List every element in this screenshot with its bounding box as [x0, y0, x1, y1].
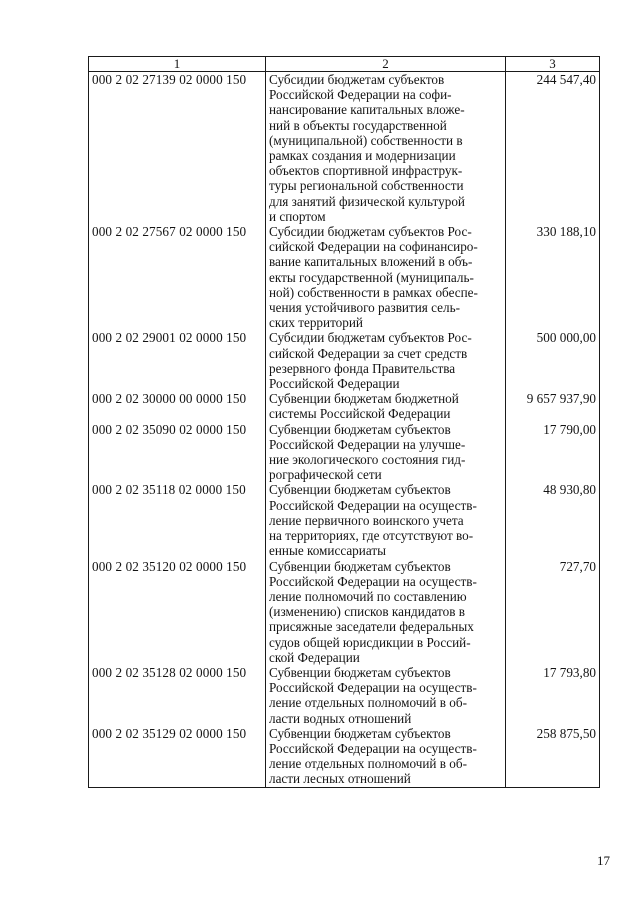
column-header-description: 2	[266, 57, 506, 72]
description-line: Российской Федерации на осуществ-	[269, 497, 477, 513]
column-header-code: 1	[89, 57, 266, 72]
description-line: Российской Федерации на улучше-	[269, 436, 466, 452]
description-line: для занятий физической культурой	[269, 193, 465, 209]
description-line: судов общей юрисдикции в Россий-	[269, 634, 471, 650]
budget-revenue-table	[88, 56, 600, 788]
description-line: и спортом	[269, 208, 326, 224]
table-body	[89, 72, 600, 788]
table-row	[89, 559, 600, 665]
description-line: Российской Федерации на осуществ-	[269, 680, 477, 696]
description-line: системы Российской Федерации	[269, 406, 451, 422]
amount-cell: 9 657 937,90	[506, 391, 600, 421]
description-line: (муниципальной) собственности в	[269, 132, 463, 148]
amount-cell: 244 547,40	[506, 72, 600, 225]
description-line: рографической сети	[269, 467, 382, 483]
description-line: Субвенции бюджетам субъектов	[269, 482, 451, 498]
budget-code-cell: 000 2 02 35128 02 0000 150	[89, 665, 266, 726]
description-line: Российской Федерации на осуществ-	[269, 740, 477, 756]
budget-code-cell: 000 2 02 35120 02 0000 150	[89, 559, 266, 665]
budget-code-cell: 000 2 02 27139 02 0000 150	[89, 72, 266, 225]
description-line: туры региональной собственности	[269, 178, 464, 194]
description-line: рамках создания и модернизации	[269, 148, 456, 164]
table-row	[89, 391, 600, 421]
description-cell	[266, 391, 506, 421]
description-cell	[266, 224, 506, 330]
description-line: Субвенции бюджетам субъектов	[269, 725, 451, 741]
budget-code-cell: 000 2 02 30000 00 0000 150	[89, 391, 266, 421]
amount-cell: 17 793,80	[506, 665, 600, 726]
budget-code-cell: 000 2 02 29001 02 0000 150	[89, 330, 266, 391]
amount-cell: 727,70	[506, 559, 600, 665]
description-line: объектов спортивной инфраструк-	[269, 163, 463, 179]
table-row	[89, 422, 600, 483]
description-line: Российской Федерации на софи-	[269, 87, 452, 103]
description-line: ной) собственности в рамках обеспе-	[269, 284, 478, 300]
description-cell	[266, 665, 506, 726]
page-number: 17	[597, 853, 610, 868]
table-row	[89, 726, 600, 787]
description-line: Субвенции бюджетам субъектов	[269, 664, 451, 680]
description-line: Субсидии бюджетам субъектов	[269, 72, 445, 87]
description-line: вание капитальных вложений в объ-	[269, 254, 473, 270]
budget-code-cell: 000 2 02 27567 02 0000 150	[89, 224, 266, 330]
description-line: (изменению) списков кандидатов в	[269, 604, 465, 620]
description-line: ний в объекты государственной	[269, 117, 447, 133]
description-line: чения устойчивого развития сель-	[269, 300, 461, 316]
budget-code-cell: 000 2 02 35090 02 0000 150	[89, 422, 266, 483]
table-row	[89, 72, 600, 225]
description-line: екты государственной (муниципаль-	[269, 269, 474, 285]
description-line: сийской Федерации за счет средств	[269, 345, 468, 361]
amount-cell: 48 930,80	[506, 482, 600, 558]
description-cell	[266, 559, 506, 665]
column-header-amount: 3	[506, 57, 600, 72]
description-line: ление отдельных полномочий в об-	[269, 695, 467, 711]
description-cell	[266, 726, 506, 787]
description-line: присяжные заседатели федеральных	[269, 619, 474, 635]
table-row	[89, 665, 600, 726]
table-row	[89, 330, 600, 391]
description-line: ление полномочий по составлению	[269, 588, 467, 604]
table-header-row	[89, 57, 600, 72]
description-line: резервного фонда Правительства	[269, 360, 456, 376]
description-line: енные комиссариаты	[269, 543, 386, 559]
budget-code-cell: 000 2 02 35118 02 0000 150	[89, 482, 266, 558]
description-cell	[266, 72, 506, 225]
description-line: на территориях, где отсутствуют во-	[269, 528, 474, 544]
description-line: ской Федерации	[269, 649, 360, 665]
description-line: Субвенции бюджетам бюджетной	[269, 391, 459, 407]
description-cell	[266, 482, 506, 558]
description-line: Субвенции бюджетам субъектов	[269, 421, 451, 437]
description-cell	[266, 330, 506, 391]
description-line: Субвенции бюджетам субъектов	[269, 558, 451, 574]
amount-cell: 258 875,50	[506, 726, 600, 787]
description-line: нансирование капитальных вложе-	[269, 102, 465, 118]
amount-cell: 500 000,00	[506, 330, 600, 391]
description-line: ских территорий	[269, 315, 363, 331]
description-cell	[266, 422, 506, 483]
description-line: Субсидии бюджетам субъектов Рос-	[269, 224, 472, 240]
description-line: Российской Федерации на осуществ-	[269, 573, 477, 589]
budget-code-cell: 000 2 02 35129 02 0000 150	[89, 726, 266, 787]
description-line: Субсидии бюджетам субъектов Рос-	[269, 330, 472, 346]
description-line: сийской Федерации на софинансиро-	[269, 239, 478, 255]
amount-cell: 330 188,10	[506, 224, 600, 330]
table-row	[89, 482, 600, 558]
description-line: ление отдельных полномочий в об-	[269, 756, 467, 772]
description-line: Российской Федерации	[269, 376, 400, 392]
amount-cell: 17 790,00	[506, 422, 600, 483]
description-line: ние экологического состояния гид-	[269, 452, 466, 468]
description-line: ление первичного воинского учета	[269, 512, 464, 528]
description-line: ласти лесных отношений	[269, 771, 411, 787]
description-line: ласти водных отношений	[269, 710, 412, 726]
table-row	[89, 224, 600, 330]
